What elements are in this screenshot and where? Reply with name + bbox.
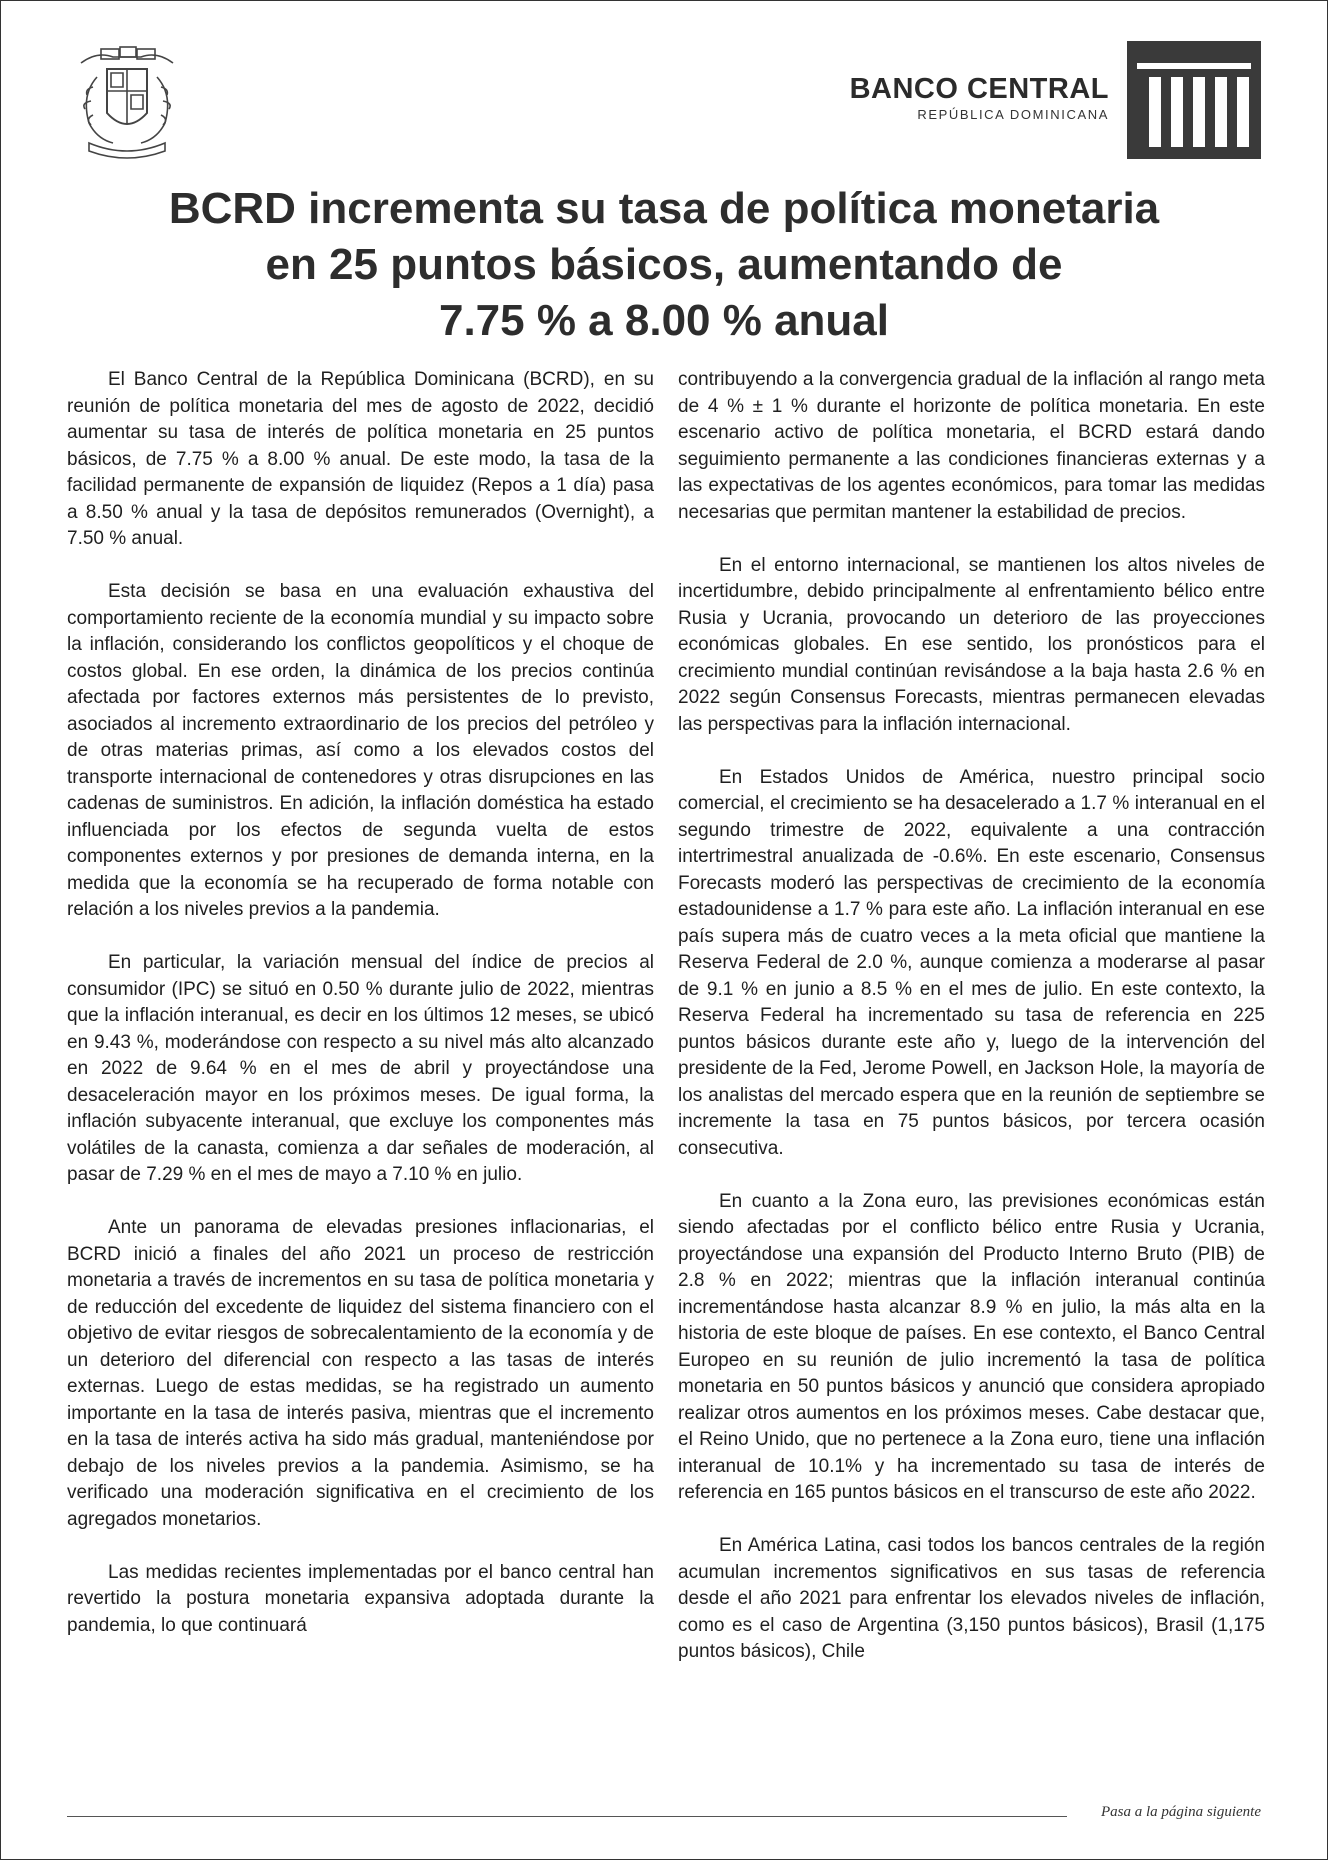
brand-subtitle: REPÚBLICA DOMINICANA [917,107,1109,122]
headline-line-3: 7.75 % a 8.00 % anual [438,296,890,345]
headline-line-1: BCRD incrementa su tasa de política monetaria [168,184,1160,233]
paragraph: En Estados Unidos de América, nuestro principal socio comercial, el crecimiento se ha desacelerado a 1.7 % interanual en el segundo trimestre de 2022, equivalente a una contracción intertrimestral anualizada de -0.6%. En este escenario, Consensus Forecasts moderó las perspectivas de crecimiento de la economía estadounidense a 1.7 % para este año. La inflación interanual en ese país supera más de cuatro veces a la meta oficial que mantiene la Reserva Federal de 2.0 %, aunque comienza a moderarse al pasar de 9.1 % en junio a 8.5 % en el mes de julio. En este contexto, la Reserva Federal ha incrementado su tasa de referencia en 225 puntos básicos durante este año y, luego de la intervención del presidente de la Fed, Jerome Powell, en Jackson Hole, la mayoría de los analistas del mercado espera que en la reunión de septiembre se incremente la tasa en 75 puntos básicos, por tercera ocasión consecutiva. [678,766,1265,1159]
headline [61,181,1267,349]
paragraph: Las medidas recientes implementadas por el banco central han revertido la postura monetaria expansiva adoptada durante la pandemia, lo que continuará [67,1561,654,1636]
paragraph: El Banco Central de la República Dominicana (BCRD), en su reunión de política monetaria del mes de agosto de 2022, decidió aumentar su tasa de interés de política monetaria en 25 puntos básicos, de 7.75 % a 8.00 % anual. De este modo, la tasa de la facilidad permanente de expansión de liquidez (Repos a 1 día) pasa a 8.50 % anual y la tasa de depósitos remunerados (Overnight), a 7.50 % anual. [67,369,654,549]
paragraph-continued: contribuyendo a la convergencia gradual de la inflación al rango meta de 4 % ± 1 % durante el horizonte de política monetaria. En este escenario activo de política monetaria, el BCRD estará dando seguimiento permanente a las condiciones financieras externas y a las expectativas de los agentes económicos, para tomar las medidas necesarias que permitan mantener la estabilidad de precios. [678,369,1265,523]
right-column [678,367,1265,1666]
banco-central-logo-icon [1127,41,1261,159]
headline-line-2: en 25 puntos básicos, aumentando de [265,240,1063,289]
paragraph: Ante un panorama de elevadas presiones inflacionarias, el BCRD inició a finales del año 2021 un proceso de restricción monetaria a través de incrementos en su tasa de política monetaria y de reducción del excedente de liquidez del sistema financiero con el objetivo de evitar riesgos de sobrecalentamiento de la economía y de un deterioro del diferencial con respecto a las tasas de interés externas. Luego de estas medidas, se ha registrado un aumento importante en la tasa de interés pasiva, mientras que el incremento en la tasa de interés activa ha sido más gradual, manteniéndose por debajo de los niveles previos a la pandemia. Asimismo, se ha verificado una moderación significativa en el crecimiento de los agregados monetarios. [67,1217,654,1530]
paragraph: En América Latina, casi todos los bancos centrales de la región acumulan incrementos significativos en sus tasas de referencia desde el año 2021 para enfrentar los elevados niveles de inflación, como es el caso de Argentina (3,150 puntos básicos), Brasil (1,175 puntos básicos), Chile [678,1535,1265,1662]
paragraph: Esta decisión se basa en una evaluación exhaustiva del comportamiento reciente de la economía mundial y su impacto sobre la inflación, considerando los conflictos geopolíticos y el choque de costos global. En ese orden, la dinámica de los precios continúa afectada por factores externos más persistentes de lo previsto, asociados al incremento extraordinario de los precios del petróleo y de otras materias primas, así como a los elevados costos del transporte internacional de contenedores y otras disrupciones en las cadenas de suministros. En adición, la inflación doméstica ha estado influenciada por los efectos de segunda vuelta de estos componentes externos y por presiones de demanda interna, en la medida que la economía se ha recuperado de forma notable con relación a los niveles previos a la pandemia. [67,581,654,920]
brand-wordmark [850,73,1109,122]
paragraph: En cuanto a la Zona euro, las previsiones económicas están siendo afectadas por el conflicto bélico entre Rusia y Ucrania, proyectándose una expansión del Producto Interno Bruto (PIB) de 2.8 % en 2022; mientras que la inflación interanual continúa incrementándose hasta alcanzar 8.9 % en julio, la más alta en la historia de este bloque de países. En ese contexto, el Banco Central Europeo en su reunión de julio incrementó la tasa de política monetaria en 50 puntos básicos y anunció que considera apropiado realizar otros aumentos en los próximos meses. Cabe destacar que, el Reino Unido, que no pertenece a la Zona euro, tiene una inflación interanual de 10.1% y ha incrementado su tasa de interés de referencia en 165 puntos básicos en el transcurso de este año 2022. [678,1190,1265,1503]
next-page-note: Pasa a la página siguiente [1091,1804,1261,1821]
brand-name: BANCO CENTRAL [849,73,1109,105]
paragraph: En el entorno internacional, se mantienen los altos niveles de incertidumbre, debido principalmente al enfrentamiento bélico entre Rusia y Ucrania, provocando un deterioro de las proyecciones económicas globales. En ese sentido, los pronósticos para el crecimiento mundial continúan revisándose a la baja hasta 2.6 % en 2022 según Consensus Forecasts, mientras permanecen elevadas las perspectivas para la inflación internacional. [678,554,1265,735]
footer-divider [67,1816,1067,1817]
paragraph: En particular, la variación mensual del índice de precios al consumidor (IPC) se situó en 0.50 % durante julio de 2022, mientras que la inflación interanual, es decir en los últimos 12 meses, se ubicó en 9.43 %, moderándose con respecto a su nivel más alto alcanzado en 2022 de 9.64 % en el mes de abril y proyectándose una desaceleración mayor en los próximos meses. De igual forma, la inflación subyacente interanual, que excluye los componentes más volátiles de la canasta, comienza a dar señales de moderación, al pasar de 7.29 % en el mes de mayo a 7.10 % en julio. [67,952,654,1185]
coat-of-arms-seal [67,43,187,161]
left-column [67,367,654,1639]
